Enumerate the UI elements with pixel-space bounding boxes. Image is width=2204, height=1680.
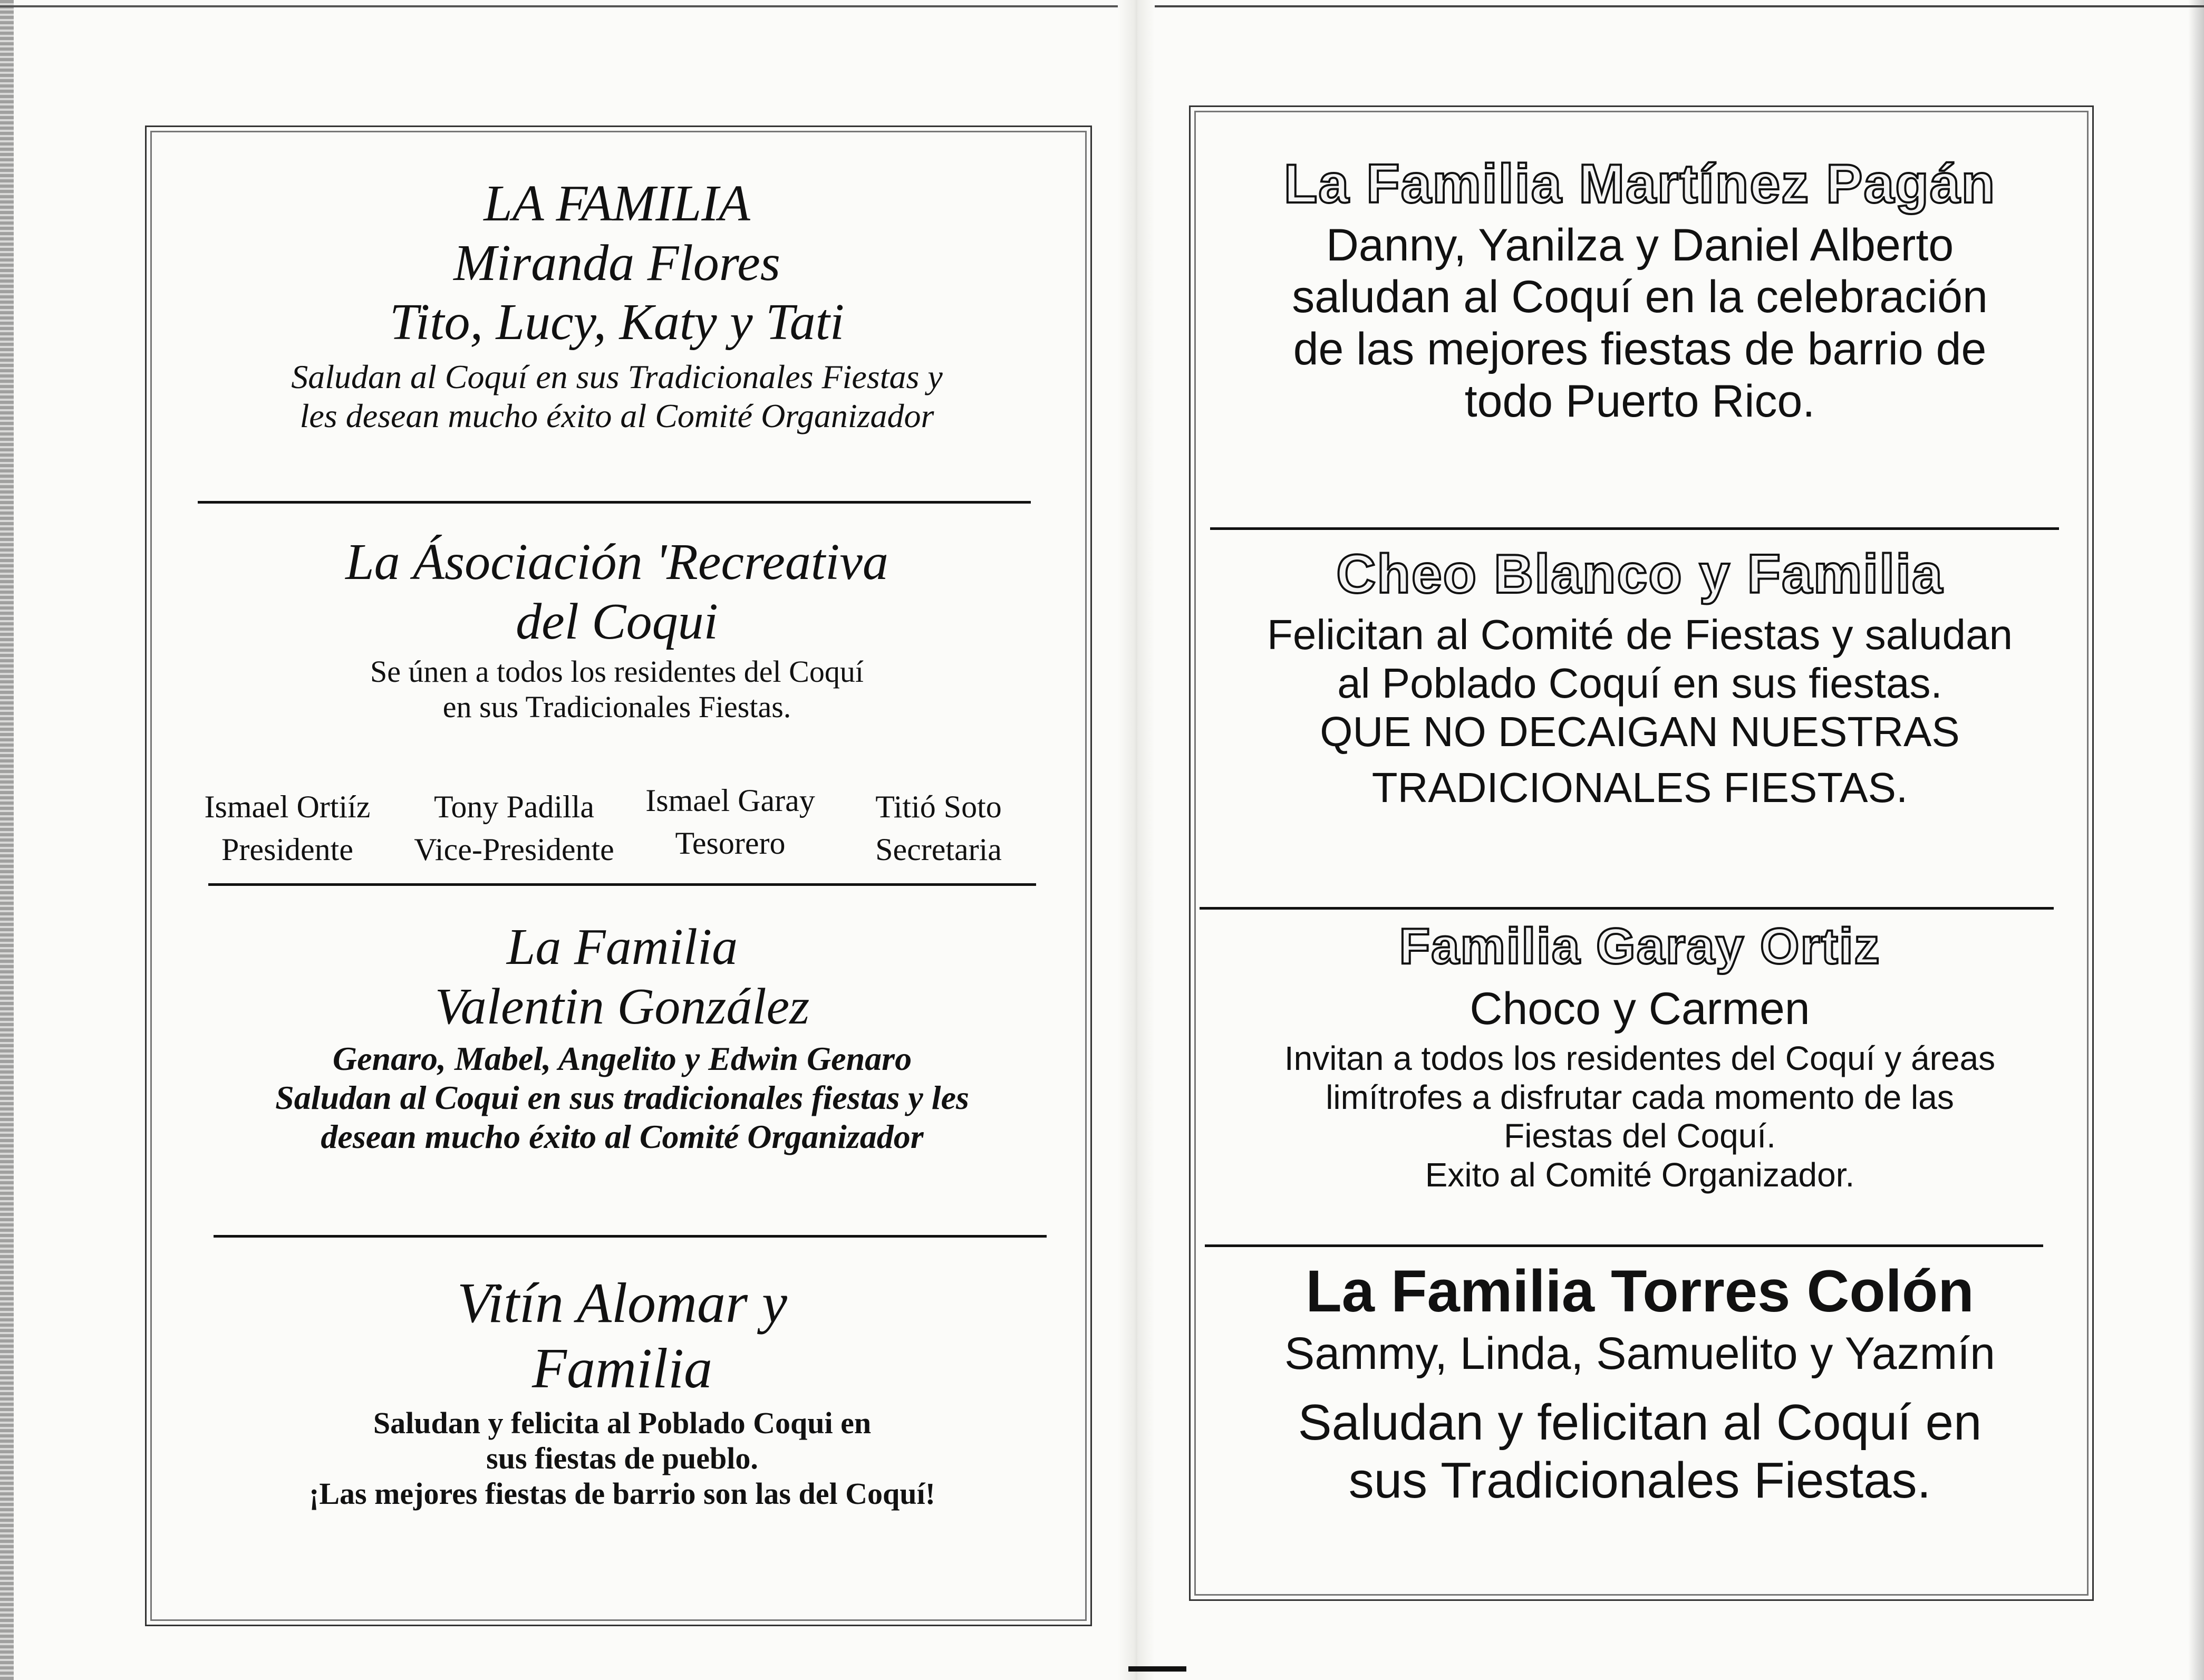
- ad-text: Genaro, Mabel, Angelito y Edwin Genaro: [332, 1040, 912, 1078]
- officer-name: Ismael Ortiíz: [204, 789, 371, 824]
- officer-name: Tony Padilla: [433, 789, 595, 824]
- ad-title: Vitín Alomar y: [457, 1272, 787, 1335]
- officer-tesorero: [630, 779, 830, 865]
- ad-cheo-blanco: [1197, 543, 2083, 812]
- officer-presidente: [187, 786, 388, 871]
- ad-text: Saludan al Coquí en sus Tradicionales Fiestas y: [291, 358, 943, 396]
- ad-text: todo Puerto Rico.: [1464, 376, 1815, 427]
- ad-text: de las mejores fiestas de barrio de: [1293, 324, 1987, 375]
- ad-text: Felicitan al Comité de Fiestas y saludan: [1267, 611, 2013, 658]
- ad-familia-martinez-pagan: [1197, 153, 2083, 428]
- divider-rule: [208, 883, 1036, 886]
- ad-text: en sus Tradicionales Fiestas.: [442, 690, 791, 725]
- officer-role: Tesorero: [675, 826, 786, 861]
- officer-role: Vice-Presidente: [414, 832, 614, 867]
- ad-text: al Poblado Coquí en sus fiestas.: [1337, 659, 1942, 707]
- ad-text: TRADICIONALES FIESTAS.: [1371, 764, 1908, 811]
- ad-vitin-alomar: [179, 1271, 1065, 1511]
- ad-title: Tito, Lucy, Katy y Tati: [389, 294, 845, 351]
- ad-title: Miranda Flores: [453, 234, 780, 292]
- divider-rule: [1210, 527, 2059, 530]
- officer-role: Presidente: [221, 832, 353, 867]
- divider-rule: [214, 1235, 1047, 1238]
- ad-text: Exito al Comité Organizador.: [1425, 1156, 1855, 1194]
- page-top-edge-left: [0, 5, 1118, 7]
- ad-text: QUE NO DECAIGAN NUESTRAS: [1320, 708, 1960, 755]
- ad-text: sus fiestas de pueblo.: [486, 1441, 758, 1476]
- ad-text: Saludan y felicita al Poblado Coqui en: [373, 1406, 872, 1441]
- ad-title: Valentin González: [434, 978, 810, 1035]
- ad-text: Fiestas del Coquí.: [1504, 1117, 1776, 1155]
- book-left-edge: [0, 0, 14, 1680]
- ad-title: LA FAMILIA: [484, 175, 750, 232]
- ad-text: Danny, Yanilza y Daniel Alberto: [1326, 219, 1954, 271]
- book-spine: [1118, 0, 1155, 1680]
- page-mark: [1128, 1666, 1186, 1672]
- ad-text: limítrofes a disfrutar cada momento de las: [1326, 1078, 1954, 1116]
- ad-title: Familia: [532, 1337, 712, 1401]
- ad-title: La Ásociación 'Recreativa: [345, 534, 888, 591]
- ad-text: Saludan y felicitan al Coquí en: [1298, 1394, 1982, 1451]
- officer-name: Ismael Garay: [645, 783, 815, 818]
- ad-title: La Familia Torres Colón: [1306, 1258, 1974, 1324]
- ad-familia-torres-colon: [1197, 1258, 2083, 1510]
- ad-text: Choco y Carmen: [1470, 983, 1810, 1035]
- ad-text: ¡Las mejores fiestas de barrio son las del Coquí!: [309, 1476, 935, 1511]
- ad-title: La Familia: [506, 919, 738, 976]
- ad-familia-garay-ortiz: [1197, 918, 2083, 1195]
- ad-title: Cheo Blanco y Familia: [1336, 544, 1944, 605]
- officer-name: Titió Soto: [875, 789, 1002, 824]
- ad-text: saludan al Coquí en la celebración: [1292, 272, 1988, 323]
- divider-rule: [198, 501, 1031, 504]
- officer-vice-presidente: [393, 786, 635, 871]
- ad-text: Sammy, Linda, Samuelito y Yazmín: [1284, 1328, 1995, 1379]
- officer-role: Secretaria: [875, 832, 1002, 867]
- divider-rule: [1205, 1244, 2043, 1247]
- ad-text: les desean mucho éxito al Comité Organizador: [299, 397, 934, 435]
- ad-text: sus Tradicionales Fiestas.: [1348, 1452, 1931, 1509]
- divider-rule: [1200, 907, 2054, 910]
- ad-text: Se únen a todos los residentes del Coquí: [370, 654, 864, 689]
- ad-familia-miranda-flores: [174, 174, 1060, 435]
- ad-text: Saludan al Coqui en sus tradicionales fiestas y les: [275, 1078, 969, 1116]
- page-top-edge-right: [1155, 5, 2204, 7]
- ad-title: Familia Garay Ortiz: [1399, 918, 1881, 974]
- book-right-edge: [2188, 0, 2204, 1680]
- ad-text: Invitan a todos los residentes del Coquí y áreas: [1284, 1039, 1996, 1078]
- ad-familia-valentin-gonzalez: [179, 918, 1065, 1156]
- ad-asociacion-recreativa: [174, 533, 1060, 725]
- ad-text: desean mucho éxito al Comité Organizador: [321, 1117, 924, 1155]
- ad-title: del Coqui: [516, 593, 718, 650]
- ad-title: La Familia Martínez Pagán: [1283, 153, 1996, 215]
- officer-secretaria: [844, 786, 1033, 871]
